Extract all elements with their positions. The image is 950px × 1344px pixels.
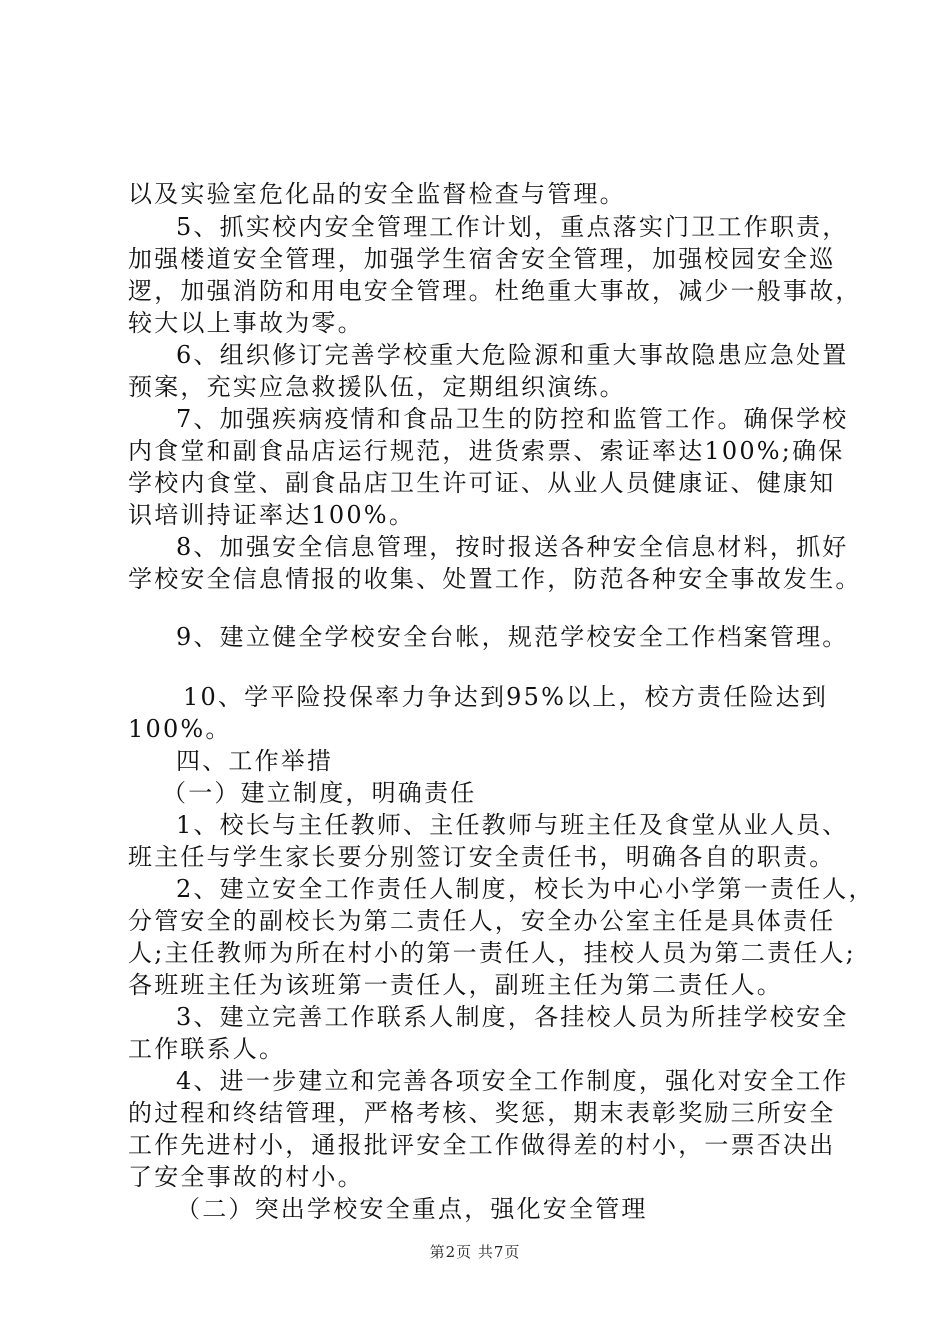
subsection-heading: （二）突出学校安全重点，强化安全管理 (176, 1195, 648, 1223)
text-line: 预案，充实应急救援队伍，定期组织演练。 (128, 373, 626, 401)
text-line: 班主任与学生家长要分别签订安全责任书，明确各自的职责。 (128, 843, 836, 871)
section-heading: 四、工作举措 (176, 747, 334, 775)
text-line: 以及实验室危化品的安全监督检查与管理。 (128, 180, 626, 208)
text-line: 的过程和终结管理，严格考核、奖惩，期末表彰奖励三所安全 (128, 1099, 836, 1127)
text-line: 内食堂和副食品店运行规范，进货索票、索证率达100%;确保 (128, 437, 845, 465)
text-line: 7、加强疾病疫情和食品卫生的防控和监管工作。确保学校 (176, 405, 849, 433)
text-line: 工作先进村小，通报批评安全工作做得差的村小，一票否决出 (128, 1131, 836, 1159)
text-line: 各班班主任为该班第一责任人，副班主任为第二责任人。 (128, 971, 783, 999)
text-line: 识培训持证率达100%。 (128, 501, 416, 529)
text-line: 较大以上事故为零。 (128, 309, 364, 337)
text-line: 人;主任教师为所在村小的第一责任人，挂校人员为第二责任人; (128, 939, 856, 967)
text-line: 6、组织修订完善学校重大危险源和重大事故隐患应急处置 (176, 341, 849, 369)
text-line: 逻，加强消防和用电安全管理。杜绝重大事故，减少一般事故， (128, 277, 862, 305)
subsection-heading: （一）建立制度，明确责任 (162, 779, 477, 807)
text-line: 2、建立安全工作责任人制度，校长为中心小学第一责任人， (176, 875, 875, 903)
text-line: 工作联系人。 (128, 1035, 286, 1063)
page-number-footer: 第2页 共7页 (429, 1243, 521, 1261)
text-line: 分管安全的副校长为第二责任人，安全办公室主任是具体责任 (128, 907, 836, 935)
text-line: 了安全事故的村小。 (128, 1163, 364, 1191)
text-line: 3、建立完善工作联系人制度，各挂校人员为所挂学校安全 (176, 1003, 849, 1031)
text-line: 100%。 (128, 715, 232, 743)
text-line: 9、建立健全学校安全台帐，规范学校安全工作档案管理。 (176, 623, 849, 651)
text-line: 5、抓实校内安全管理工作计划，重点落实门卫工作职责， (176, 213, 849, 241)
text-line: 4、进一步建立和完善各项安全工作制度，强化对安全工作 (176, 1067, 849, 1095)
text-line: 学校安全信息情报的收集、处置工作，防范各种安全事故发生。 (128, 565, 862, 593)
text-line: 1、校长与主任教师、主任教师与班主任及食堂从业人员、 (176, 811, 849, 839)
text-line: 10、学平险投保率力争达到95%以上，校方责任险达到 (183, 683, 829, 711)
text-line: 8、加强安全信息管理，按时报送各种安全信息材料，抓好 (176, 533, 849, 561)
text-line: 加强楼道安全管理，加强学生宿舍安全管理，加强校园安全巡 (128, 245, 836, 273)
text-line: 学校内食堂、副食品店卫生许可证、从业人员健康证、健康知 (128, 469, 836, 497)
